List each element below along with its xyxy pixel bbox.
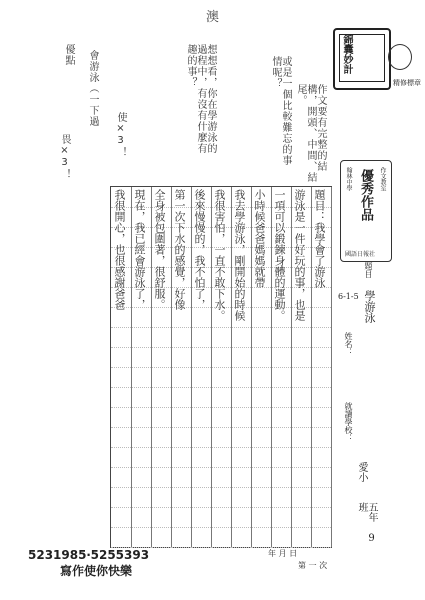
grid-cell bbox=[231, 347, 251, 368]
grid-cell bbox=[171, 327, 191, 348]
grid-column bbox=[251, 187, 272, 547]
grid-cell bbox=[271, 467, 291, 488]
grid-cell bbox=[251, 367, 271, 388]
grid-column-text: 游泳是一件好玩的事，也是 bbox=[293, 189, 306, 321]
grid-cell bbox=[311, 327, 331, 348]
grid-cell bbox=[111, 507, 131, 528]
grid-cell bbox=[251, 487, 271, 508]
grid-cell bbox=[291, 387, 311, 408]
grid-cell bbox=[251, 407, 271, 428]
school-label: 就讀學校： bbox=[344, 402, 353, 442]
composition-title: 學游泳 bbox=[363, 290, 376, 323]
grid-column-text: 我很害怕，一直不敢下水。 bbox=[213, 189, 226, 321]
grid-cell bbox=[211, 487, 231, 508]
grid-cell bbox=[151, 467, 171, 488]
grid-cell bbox=[211, 467, 231, 488]
badge-bottom: 國語日報社 bbox=[345, 251, 376, 258]
grid-column bbox=[151, 187, 172, 547]
grid-cell bbox=[251, 387, 271, 408]
grid-cell bbox=[211, 367, 231, 388]
grid-cell bbox=[271, 387, 291, 408]
grid-cell bbox=[171, 407, 191, 428]
grid-column-text: 第一次下水的感覺，好像 bbox=[173, 189, 186, 310]
grid-cell bbox=[131, 407, 151, 428]
grid-cell bbox=[151, 487, 171, 508]
grid-cell bbox=[151, 307, 171, 328]
grid-column bbox=[111, 187, 132, 547]
name-label: 姓名： bbox=[344, 332, 353, 356]
grid-cell bbox=[271, 507, 291, 528]
grid-cell bbox=[171, 367, 191, 388]
grid-cell bbox=[271, 407, 291, 428]
grid-cell bbox=[311, 507, 331, 528]
grid-cell bbox=[231, 467, 251, 488]
grid-cell bbox=[191, 427, 211, 448]
grid-cell bbox=[171, 307, 191, 328]
grid-cell bbox=[291, 347, 311, 368]
grid-cell bbox=[231, 407, 251, 428]
grid-column-text: 小時候爸爸媽媽就帶 bbox=[253, 189, 266, 288]
grid-cell bbox=[191, 307, 211, 328]
grid-cell bbox=[171, 467, 191, 488]
grid-cell bbox=[271, 327, 291, 348]
grid-cell bbox=[131, 487, 151, 508]
code-label: 6-1-5 bbox=[338, 292, 359, 301]
grid-cell bbox=[191, 387, 211, 408]
review-stamp bbox=[333, 28, 421, 90]
grid-cell bbox=[191, 367, 211, 388]
comment-line-5: 想想看，你在學游泳的過程中，有沒有什麼有趣的事？ bbox=[185, 44, 216, 154]
grid-column bbox=[231, 187, 252, 547]
badge-label: 優秀作品 bbox=[358, 169, 373, 221]
grid-cell bbox=[131, 427, 151, 448]
grid-cell bbox=[211, 527, 231, 548]
grid-cell bbox=[311, 367, 331, 388]
grid-cell bbox=[311, 447, 331, 468]
grid-cell bbox=[291, 327, 311, 348]
grid-column bbox=[191, 187, 212, 547]
grid-cell bbox=[111, 527, 131, 548]
grid-cell bbox=[191, 507, 211, 528]
grid-cell bbox=[211, 447, 231, 468]
grid-cell bbox=[111, 447, 131, 468]
grid-cell bbox=[111, 487, 131, 508]
grid-cell bbox=[211, 507, 231, 528]
grid-cell bbox=[231, 327, 251, 348]
grid-column-text: 後來慢慢的，我不怕了， bbox=[193, 189, 206, 310]
grid-cell bbox=[271, 347, 291, 368]
grid-cell bbox=[271, 427, 291, 448]
grid-cell bbox=[151, 427, 171, 448]
grid-column bbox=[291, 187, 312, 547]
grid-cell bbox=[111, 387, 131, 408]
grid-cell bbox=[131, 347, 151, 368]
grid-cell bbox=[251, 307, 271, 328]
grid-cell bbox=[251, 507, 271, 528]
grid-cell bbox=[191, 467, 211, 488]
grid-column bbox=[171, 187, 192, 547]
grid-cell bbox=[191, 327, 211, 348]
grid-cell bbox=[171, 507, 191, 528]
grid-cell bbox=[191, 487, 211, 508]
title-label: 題目 bbox=[364, 262, 373, 278]
badge-sub: 作文教室 bbox=[379, 167, 386, 191]
grid-column bbox=[131, 187, 152, 547]
grid-cell bbox=[271, 447, 291, 468]
grid-cell bbox=[211, 427, 231, 448]
grid-cell bbox=[311, 307, 331, 328]
badge-top: 翰林中學 bbox=[345, 167, 352, 191]
grid-column-text: 我去學游泳，剛開始的時候 bbox=[233, 189, 246, 321]
grid-cell bbox=[291, 427, 311, 448]
grid-cell bbox=[311, 487, 331, 508]
grid-cell bbox=[171, 527, 191, 548]
grid-cell bbox=[151, 447, 171, 468]
grid-cell bbox=[271, 487, 291, 508]
comment-line-3: 使×3！ bbox=[115, 112, 126, 158]
grid-cell bbox=[211, 327, 231, 348]
grid-cell bbox=[271, 367, 291, 388]
grid-cell bbox=[311, 387, 331, 408]
grid-cell bbox=[171, 347, 191, 368]
grid-cell bbox=[131, 507, 151, 528]
grid-cell bbox=[231, 367, 251, 388]
grid-column-text: 現在，我已經會游泳了， bbox=[133, 189, 146, 310]
grid-cell bbox=[311, 287, 331, 308]
comment-line-2: 會游泳（一下過 bbox=[87, 50, 98, 127]
grid-cell bbox=[151, 407, 171, 428]
grid-cell bbox=[291, 487, 311, 508]
grid-column-text: 全身被包圍著，很舒服。 bbox=[153, 189, 166, 310]
grid-cell bbox=[111, 467, 131, 488]
grid-cell bbox=[151, 367, 171, 388]
grid-cell bbox=[111, 307, 131, 328]
mascot-icon bbox=[388, 44, 412, 70]
grid-cell bbox=[131, 467, 151, 488]
grid-cell bbox=[171, 447, 191, 468]
grid-cell bbox=[191, 407, 211, 428]
grid-cell bbox=[191, 447, 211, 468]
grid-column-text: 一項可以鍛鍊身體的運動。 bbox=[273, 189, 286, 321]
grade-class: 五年 9 班 bbox=[356, 502, 377, 544]
comment-line-1: 優點 bbox=[63, 44, 74, 66]
stamp-subtitle: 精修標章 bbox=[393, 79, 421, 87]
page-number: 第 一 次 bbox=[298, 561, 328, 570]
comment-line-6: 或是一個比較難忘的事情呢？ bbox=[270, 56, 291, 166]
slogan: 寫作使你快樂 bbox=[60, 564, 133, 578]
grid-cell bbox=[151, 387, 171, 408]
grid-cell bbox=[291, 527, 311, 548]
excellent-work-badge bbox=[340, 160, 392, 262]
grid-cell bbox=[291, 367, 311, 388]
grid-cell bbox=[231, 507, 251, 528]
grid-cell bbox=[291, 467, 311, 488]
grid-cell bbox=[211, 347, 231, 368]
grid-cell bbox=[271, 527, 291, 548]
grid-cell bbox=[311, 407, 331, 428]
grid-cell bbox=[251, 427, 271, 448]
grid-cell bbox=[311, 347, 331, 368]
grid-cell bbox=[291, 407, 311, 428]
grid-cell bbox=[251, 287, 271, 308]
grid-cell bbox=[311, 527, 331, 548]
grid-cell bbox=[251, 447, 271, 468]
school-name: 愛小 bbox=[356, 462, 367, 482]
grid-column-text: 我很開心，也很感謝爸爸 bbox=[113, 189, 126, 310]
grid-column bbox=[311, 187, 332, 547]
grid-cell bbox=[131, 307, 151, 328]
grid-cell bbox=[171, 427, 191, 448]
grid-cell bbox=[251, 327, 271, 348]
grid-cell bbox=[191, 527, 211, 548]
grid-cell bbox=[111, 327, 131, 348]
grid-cell bbox=[151, 527, 171, 548]
grid-column bbox=[211, 187, 232, 547]
grid-cell bbox=[111, 347, 131, 368]
comment-line-7: 作文要有完整的結構，開頭、中間、結尾。 bbox=[295, 84, 326, 183]
grid-cell bbox=[291, 507, 311, 528]
grid-cell bbox=[131, 367, 151, 388]
teacher-comment-area bbox=[45, 44, 375, 184]
grid-cell bbox=[111, 367, 131, 388]
grid-column-text: 題目：我學會了游泳 bbox=[313, 189, 326, 288]
grid-cell bbox=[131, 527, 151, 548]
grid-cell bbox=[171, 487, 191, 508]
grid-column bbox=[271, 187, 292, 547]
grid-cell bbox=[131, 327, 151, 348]
grid-cell bbox=[111, 427, 131, 448]
grid-cell bbox=[211, 407, 231, 428]
grid-cell bbox=[311, 427, 331, 448]
grid-cell bbox=[291, 447, 311, 468]
composition-grid bbox=[110, 186, 332, 548]
grid-cell bbox=[151, 327, 171, 348]
comment-line-4: 畏×3！ bbox=[59, 134, 70, 180]
grid-cell bbox=[151, 347, 171, 368]
grid-cell bbox=[131, 447, 151, 468]
grid-cell bbox=[231, 427, 251, 448]
grid-cell bbox=[231, 527, 251, 548]
grid-cell bbox=[211, 387, 231, 408]
grid-cell bbox=[191, 347, 211, 368]
stamp-title: 錦囊妙計 bbox=[341, 34, 352, 74]
grid-cell bbox=[231, 447, 251, 468]
grid-cell bbox=[111, 407, 131, 428]
date-line: 年 月 日 bbox=[268, 549, 298, 558]
grid-cell bbox=[251, 347, 271, 368]
grid-cell bbox=[131, 387, 151, 408]
phone-number: 5231985‧5255393 bbox=[28, 548, 150, 562]
grid-cell bbox=[251, 467, 271, 488]
grid-cell bbox=[171, 387, 191, 408]
grid-cell bbox=[231, 487, 251, 508]
top-mark: 澳 bbox=[206, 10, 220, 25]
grid-cell bbox=[251, 527, 271, 548]
grid-cell bbox=[231, 387, 251, 408]
grid-cell bbox=[151, 507, 171, 528]
student-info-column bbox=[338, 262, 378, 562]
grid-cell bbox=[311, 467, 331, 488]
